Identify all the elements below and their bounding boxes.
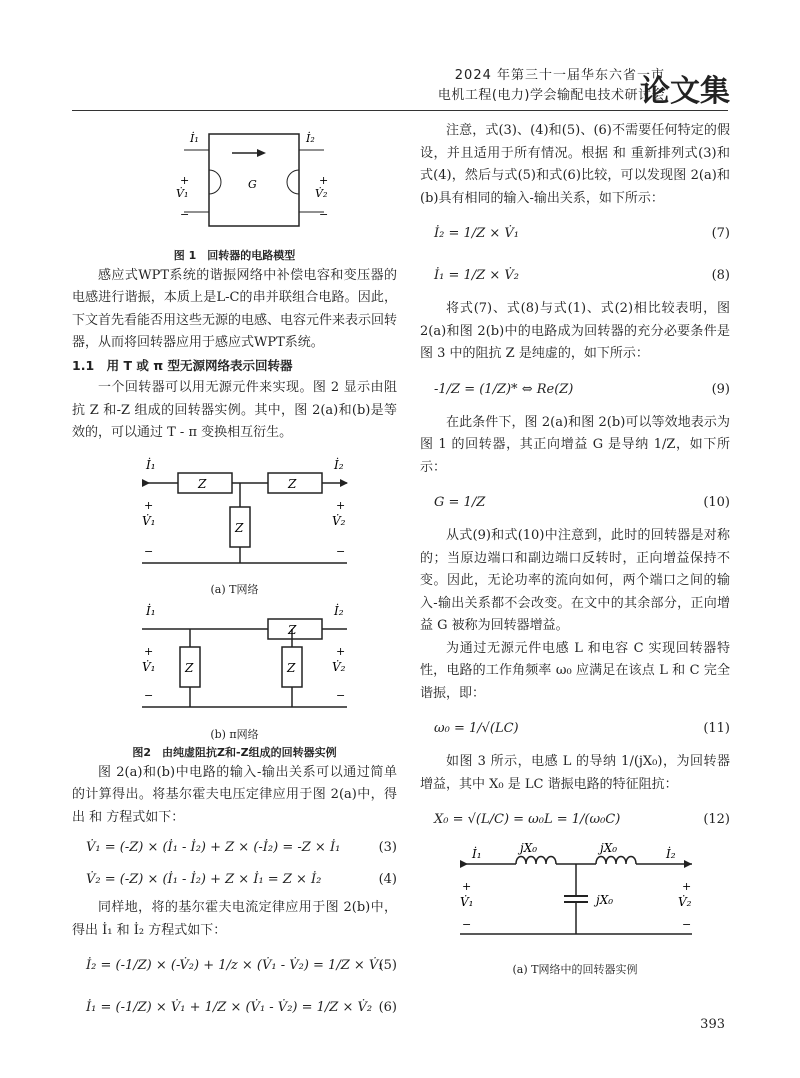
equation-9-body: -1/Z = (1/Z)* ⇔ Re(Z) [434,381,574,397]
fig1-label-minus2: − [319,208,329,221]
left-paragraph-4: 同样地，将的基尔霍夫电流定律应用于图 2(b)中，得出 İ₁ 和 İ₂ 方程式如下： [72,900,397,938]
equation-6 [72,988,397,1026]
fig1-label-plus1: + [180,174,190,187]
figure-3a-caption: (a) T网络中的回转器实例 [512,962,638,976]
fig1-label-i1: İ₁ [190,132,199,145]
equation-7-number: (7) [711,226,730,241]
fig2a-z-shunt: Z [235,520,244,535]
fig3a-label-i1: İ₁ [472,847,482,861]
left-paragraph-2: 一个回转器可以用无源元件来实现。图 2 显示由阻抗 Z 和-Z 组成的回转器实例。其中，图 2(a)和(b)是等效的，可以通过 T - π 变换相互衍生。 [72,380,397,440]
left-paragraph-1: 感应式WPT系统的谐振网络中补偿电容和变压器的电感进行谐振，本质上是L-C的串并联组合电路。因此，下文首先看能否用这些无源的电感、电容元件来表示回转器，从而将回转器应用于感应式WPT系统。 [72,267,398,350]
fig2a-plus2: + [336,498,346,512]
fig2a-minus1: − [144,544,154,558]
fig2a-label-v1: V̇₁ [142,513,156,528]
fig2a-minus2: − [336,544,346,558]
fig1-label-minus1: − [180,208,190,221]
figure-2-caption: 图2 由纯虚阻抗Z和-Z组成的回转器实例 [132,745,337,759]
fig3a-label-v2: V̇₂ [678,895,692,909]
figure-2a-caption: (a) T网络 [210,583,259,596]
right-paragraph-2: 将式(7)、式(8)与式(1)、式(2)相比较表明，图 2(a)和图 2(b)中的电路成为回转器的充分必要条件是图 3 中的阻抗 Z 是纯虚的，如下所示： [420,301,730,361]
fig3a-minus2: − [682,918,692,931]
fig2b-label-v2: V̇₂ [332,660,346,674]
equation-5-number: (5) [378,958,397,973]
header-line-2: 电机工程(电力)学会输配电技术研讨会 [437,88,665,103]
fig3a-label-v1: V̇₁ [460,895,474,909]
equation-11-number: (11) [703,721,730,736]
fig3a-plus1: + [462,880,472,893]
right-paragraph-1: 注意，式(3)、(4)和(5)、(6)不需要任何特定的假设，并且适用于所有情况。根据 和 重新排列式(3)和式(4)，然后与式(5)和式(6)比较，可以发现图 2(a)和(b)具有相同的输入-输出关系，如下所示： [420,123,730,206]
right-paragraph-4: 从式(9)和式(10)中注意到，此时的回转器是对称的；当原边端口和副边端口反转时，正向增益保持不变。因此，无论功率的流向如何，两个端口之间的输入-输出关系都不会改变。在文中的其余部分，正向增益 G 被称为回转器增益。 [420,528,730,633]
header-title-big: 论文集 [640,74,730,109]
fig2a-label-v2: V̇₂ [332,513,346,528]
fig2a-label-i1: İ₁ [146,457,156,472]
figure-2b-pi-network [72,599,397,717]
equation-3-body: V̇₁ = (-Z) × (İ₁ - İ₂) + Z × (-İ₂) = -Z × İ₁ [86,840,341,855]
equation-9 [420,370,730,408]
equation-9-number: (9) [711,381,730,397]
section-heading-1-1: 1.1 用 T 或 π 型无源网络表示回转器 [72,357,293,373]
fig2b-minus1: − [144,689,154,702]
fig2b-label-v1: V̇₁ [142,660,156,674]
fig2b-minus2: − [336,689,346,702]
equation-11-body: ω₀ = 1/√(LC) [434,721,519,736]
header-rule [72,110,728,111]
fig2a-plus1: + [144,498,154,512]
equation-8 [420,256,730,294]
equation-4-number: (4) [378,872,397,887]
figure-2b-caption: (b) π网络 [210,727,259,741]
figure-1-gyrator-model [72,120,397,238]
fig3a-label-i2: İ₂ [666,847,676,861]
right-paragraph-3: 在此条件下，图 2(a)和图 2(b)可以等效地表示为图 1 的回转器，其正向增益 G 是导纳 1/Z，如下所示： [420,414,730,475]
page-number: 393 [700,1017,725,1032]
right-paragraph-6: 如图 3 所示，电感 L 的导纳 1/(jX₀)，为回转器增益，其中 X₀ 是 LC 谐振电路的特征阻抗： [420,754,730,792]
fig2a-label-i2: İ₂ [334,457,344,472]
fig2b-z-series: Z [288,623,297,637]
fig2b-plus1: + [144,645,154,658]
equation-5 [72,946,397,984]
equation-5-body: İ₂ = (-1/Z) × (-V̇₂) + 1/z × (V̇₁ - V̇₂) = 1/Z × V̇₁ [86,958,384,973]
header-line-1: 2024 年第三十一届华东六省一市 [454,68,665,83]
equation-4-body: V̇₂ = (-Z) × (İ₁ - İ₂) + Z × İ₁ = Z × İ₂ [86,872,322,887]
fig3a-jx0-right: jX₀ [600,842,618,855]
fig1-label-g: G [248,178,257,191]
fig1-label-plus2: + [319,174,329,187]
equation-3 [72,833,397,861]
equation-4 [72,865,397,893]
fig2b-plus2: + [336,645,346,658]
fig2b-label-i1: İ₁ [146,604,156,618]
figure-1-caption: 图 1 回转器的电路模型 [173,248,296,262]
fig1-label-i2: İ₂ [306,132,315,145]
equation-8-number: (8) [711,268,730,283]
equation-3-number: (3) [378,840,397,855]
equation-10 [420,483,730,521]
journal-header [0,60,800,110]
equation-12 [420,800,730,838]
equation-12-number: (12) [703,812,730,827]
equation-12-body: X₀ = √(L/C) = ω₀L = 1/(ω₀C) [434,812,621,827]
left-column [72,120,397,1030]
fig2b-z-right: Z [287,661,296,675]
equation-8-body: İ₁ = 1/Z × V̇₂ [434,268,519,283]
equation-6-body: İ₁ = (-1/Z) × V̇₁ + 1/Z × (V̇₁ - V̇₂) = 1/Z × V̇₂ [86,1000,373,1015]
equation-11 [420,709,730,747]
equation-10-number: (10) [703,495,730,510]
fig3a-jx0-shunt: jX₀ [596,893,614,907]
fig2a-z-left: Z [198,476,207,491]
equation-7 [420,214,730,252]
figure-2a-t-network [72,445,397,573]
equation-6-number: (6) [378,1000,397,1015]
fig2a-z-right: Z [288,476,297,491]
fig3a-plus2: + [682,880,692,893]
fig2b-z-left: Z [185,661,194,675]
right-paragraph-5: 为通过无源元件电感 L 和电容 C 实现回转器特性，电路的工作角频率 ω₀ 应满足在该点 L 和 C 完全谐振，即： [420,640,730,701]
fig2b-label-i2: İ₂ [334,604,344,618]
left-paragraph-3: 图 2(a)和(b)中电路的输入-输出关系可以通过简单的计算得出。将基尔霍夫电压定律应用于图 2(a)中，得出 和 方程式如下： [72,764,397,825]
fig3a-minus1: − [462,918,472,931]
figure-3a-t-network-gyrator [420,842,730,952]
fig3a-jx0-left: jX₀ [520,842,538,855]
equation-10-body: G = 1/Z [434,495,486,510]
fig1-label-v2: V̇₂ [315,187,328,200]
equation-7-body: İ₂ = 1/Z × V̇₁ [434,226,519,241]
right-column [420,120,730,979]
fig1-label-v1: V̇₁ [176,187,189,200]
